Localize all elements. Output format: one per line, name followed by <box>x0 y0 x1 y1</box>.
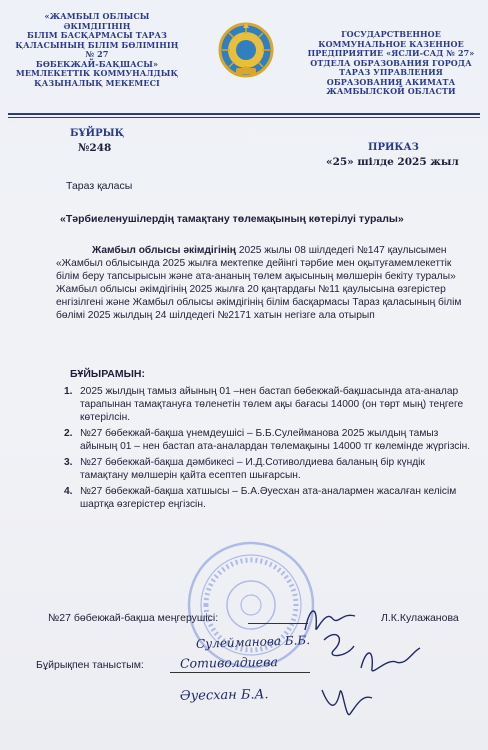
header-right-org-name <box>306 30 476 97</box>
header-left-line: БІЛІМ БАСҚАРМАСЫ ТАРАЗ <box>27 30 167 40</box>
header-left-line: МЕМЛЕКЕТТІК КОММУНАЛДЫҚ <box>15 68 179 78</box>
acquainted-signature-line <box>170 672 310 673</box>
header-divider-thick <box>8 113 480 115</box>
decree-word: БҰЙЫРАМЫН: <box>70 368 145 380</box>
list-item <box>64 427 474 453</box>
body-text: 2025 жылы 08 шілдедегі №147 қаулысымен «Жамбыл облысында 2025 жылға мектепке дейінгі тәрбие мен оқытуғамемлекеттік білім беру тапсырысын және ата-ананың төлем ақысының мөлшерін бекіту туралы» Жамбыл облысы әкімдігінің 2025 жылға 20 қаңтардағы №11 қаулысына өзгерістер енгізілгені және Жамбыл облысы әкімдігінің білім басқармасы Тараз қаласының білім бөлімі 2025 жылдың 24 шілдедегі №2171 хатын негізге ала отырып <box>56 245 462 322</box>
order-basis-paragraph <box>56 244 466 323</box>
order-date: «25» шілде 2025 жыл <box>326 156 459 168</box>
signature-scribble-icon <box>316 628 426 683</box>
item-number: 1. <box>64 386 73 397</box>
item-text: №27 бөбекжай-бақша үнемдеушісі – Б.Б.Сулейманова 2025 жылдың тамыз айының 01 – нен бастап ата-аналардан төлемақыны 14000 тг көлемінде жүргізсін. <box>80 428 471 452</box>
list-item <box>64 456 474 482</box>
city-name: Тараз қаласы <box>66 180 133 192</box>
header-right-line: ЖАМБЫЛСКОЙ ОБЛАСТИ <box>326 86 456 96</box>
order-kz-label: БҰЙРЫҚ <box>70 128 125 139</box>
body-lead: Жамбыл облысы әкімдігінің <box>92 245 236 256</box>
document-title: «Тәрбиеленушілердің тамақтану төлемақының көтерілуі туралы» <box>60 213 404 225</box>
head-signature-label: №27 бөбекжай-бақша меңгерушісі: <box>48 612 219 624</box>
order-number: №248 <box>78 142 112 154</box>
header-divider-thin <box>8 117 480 118</box>
header-right-line: КОММУНАЛЬНОЕ КАЗЕННОЕ <box>318 38 464 49</box>
header-right-line: ГОСУДАРСТВЕННОЕ <box>341 29 441 39</box>
kazakhstan-state-emblem-icon <box>218 22 274 80</box>
item-number: 2. <box>64 428 73 439</box>
header-left-line: БӨБЕКЖАЙ-БАҚШАСЫ» <box>35 58 159 69</box>
header-right-line: ОБРАЗОВАНИЯ АКИМАТА <box>326 76 456 87</box>
handwritten-name: Әуесхан Б.А. <box>179 687 269 704</box>
list-item <box>64 485 474 511</box>
header-left-line: «ЖАМБЫЛ ОБЛЫСЫ ӘКІМДІГІНІҢ <box>44 11 150 31</box>
header-left-org-name <box>12 12 182 88</box>
header-left-line: ҚАЛАСЫНЫҢ БІЛІМ БӨЛІМІНІҢ № 27 <box>15 39 179 59</box>
handwritten-name: Сотиволдиева <box>179 654 278 671</box>
acquainted-label: Бұйрықпен таныстым: <box>36 659 144 671</box>
header-left-line: ҚАЗЫНАЛЫҚ МЕКЕМЕСІ <box>34 77 160 88</box>
item-text: 2025 жылдың тамыз айының 01 –нен бастап бөбекжай-бақшасында ата-аналар тарапынан тамақтануға төленетін төлем ақы бағасы 14000 (он төрт мың) теңгеге көтерілсін. <box>80 386 464 423</box>
item-number: 3. <box>64 457 73 468</box>
handwritten-name: Сулейманова Б.Б. <box>195 633 311 651</box>
item-text: №27 бөбекжай-бақша хатшысы – Б.А.Әуесхан ата-аналармен жасалған келісім шартқа өзгерістер еңгізсін. <box>80 486 457 510</box>
header-right-line: ТАРАЗ УПРАВЛЕНИЯ <box>339 67 443 77</box>
order-items-list <box>64 385 474 514</box>
head-signature-line <box>248 623 308 624</box>
item-text: №27 бөбекжай-бақша дәмбикесі – И.Д.Сотиволдиева баланың бір күндік тамақтану мөлшерін қайта есептеп шығарсын. <box>80 457 425 481</box>
head-name: Л.К.Кулажанова <box>381 612 459 624</box>
item-number: 4. <box>64 486 73 497</box>
order-ru-label: ПРИКАЗ <box>368 142 419 153</box>
header-right-line: ПРЕДПРИЯТИЕ «ЯСЛИ-САД № 27» <box>307 48 475 58</box>
header-right-line: ОТДЕЛА ОБРАЗОВАНИЯ ГОРОДА <box>310 57 472 68</box>
list-item <box>64 385 474 424</box>
signature-scribble-icon <box>316 680 376 725</box>
